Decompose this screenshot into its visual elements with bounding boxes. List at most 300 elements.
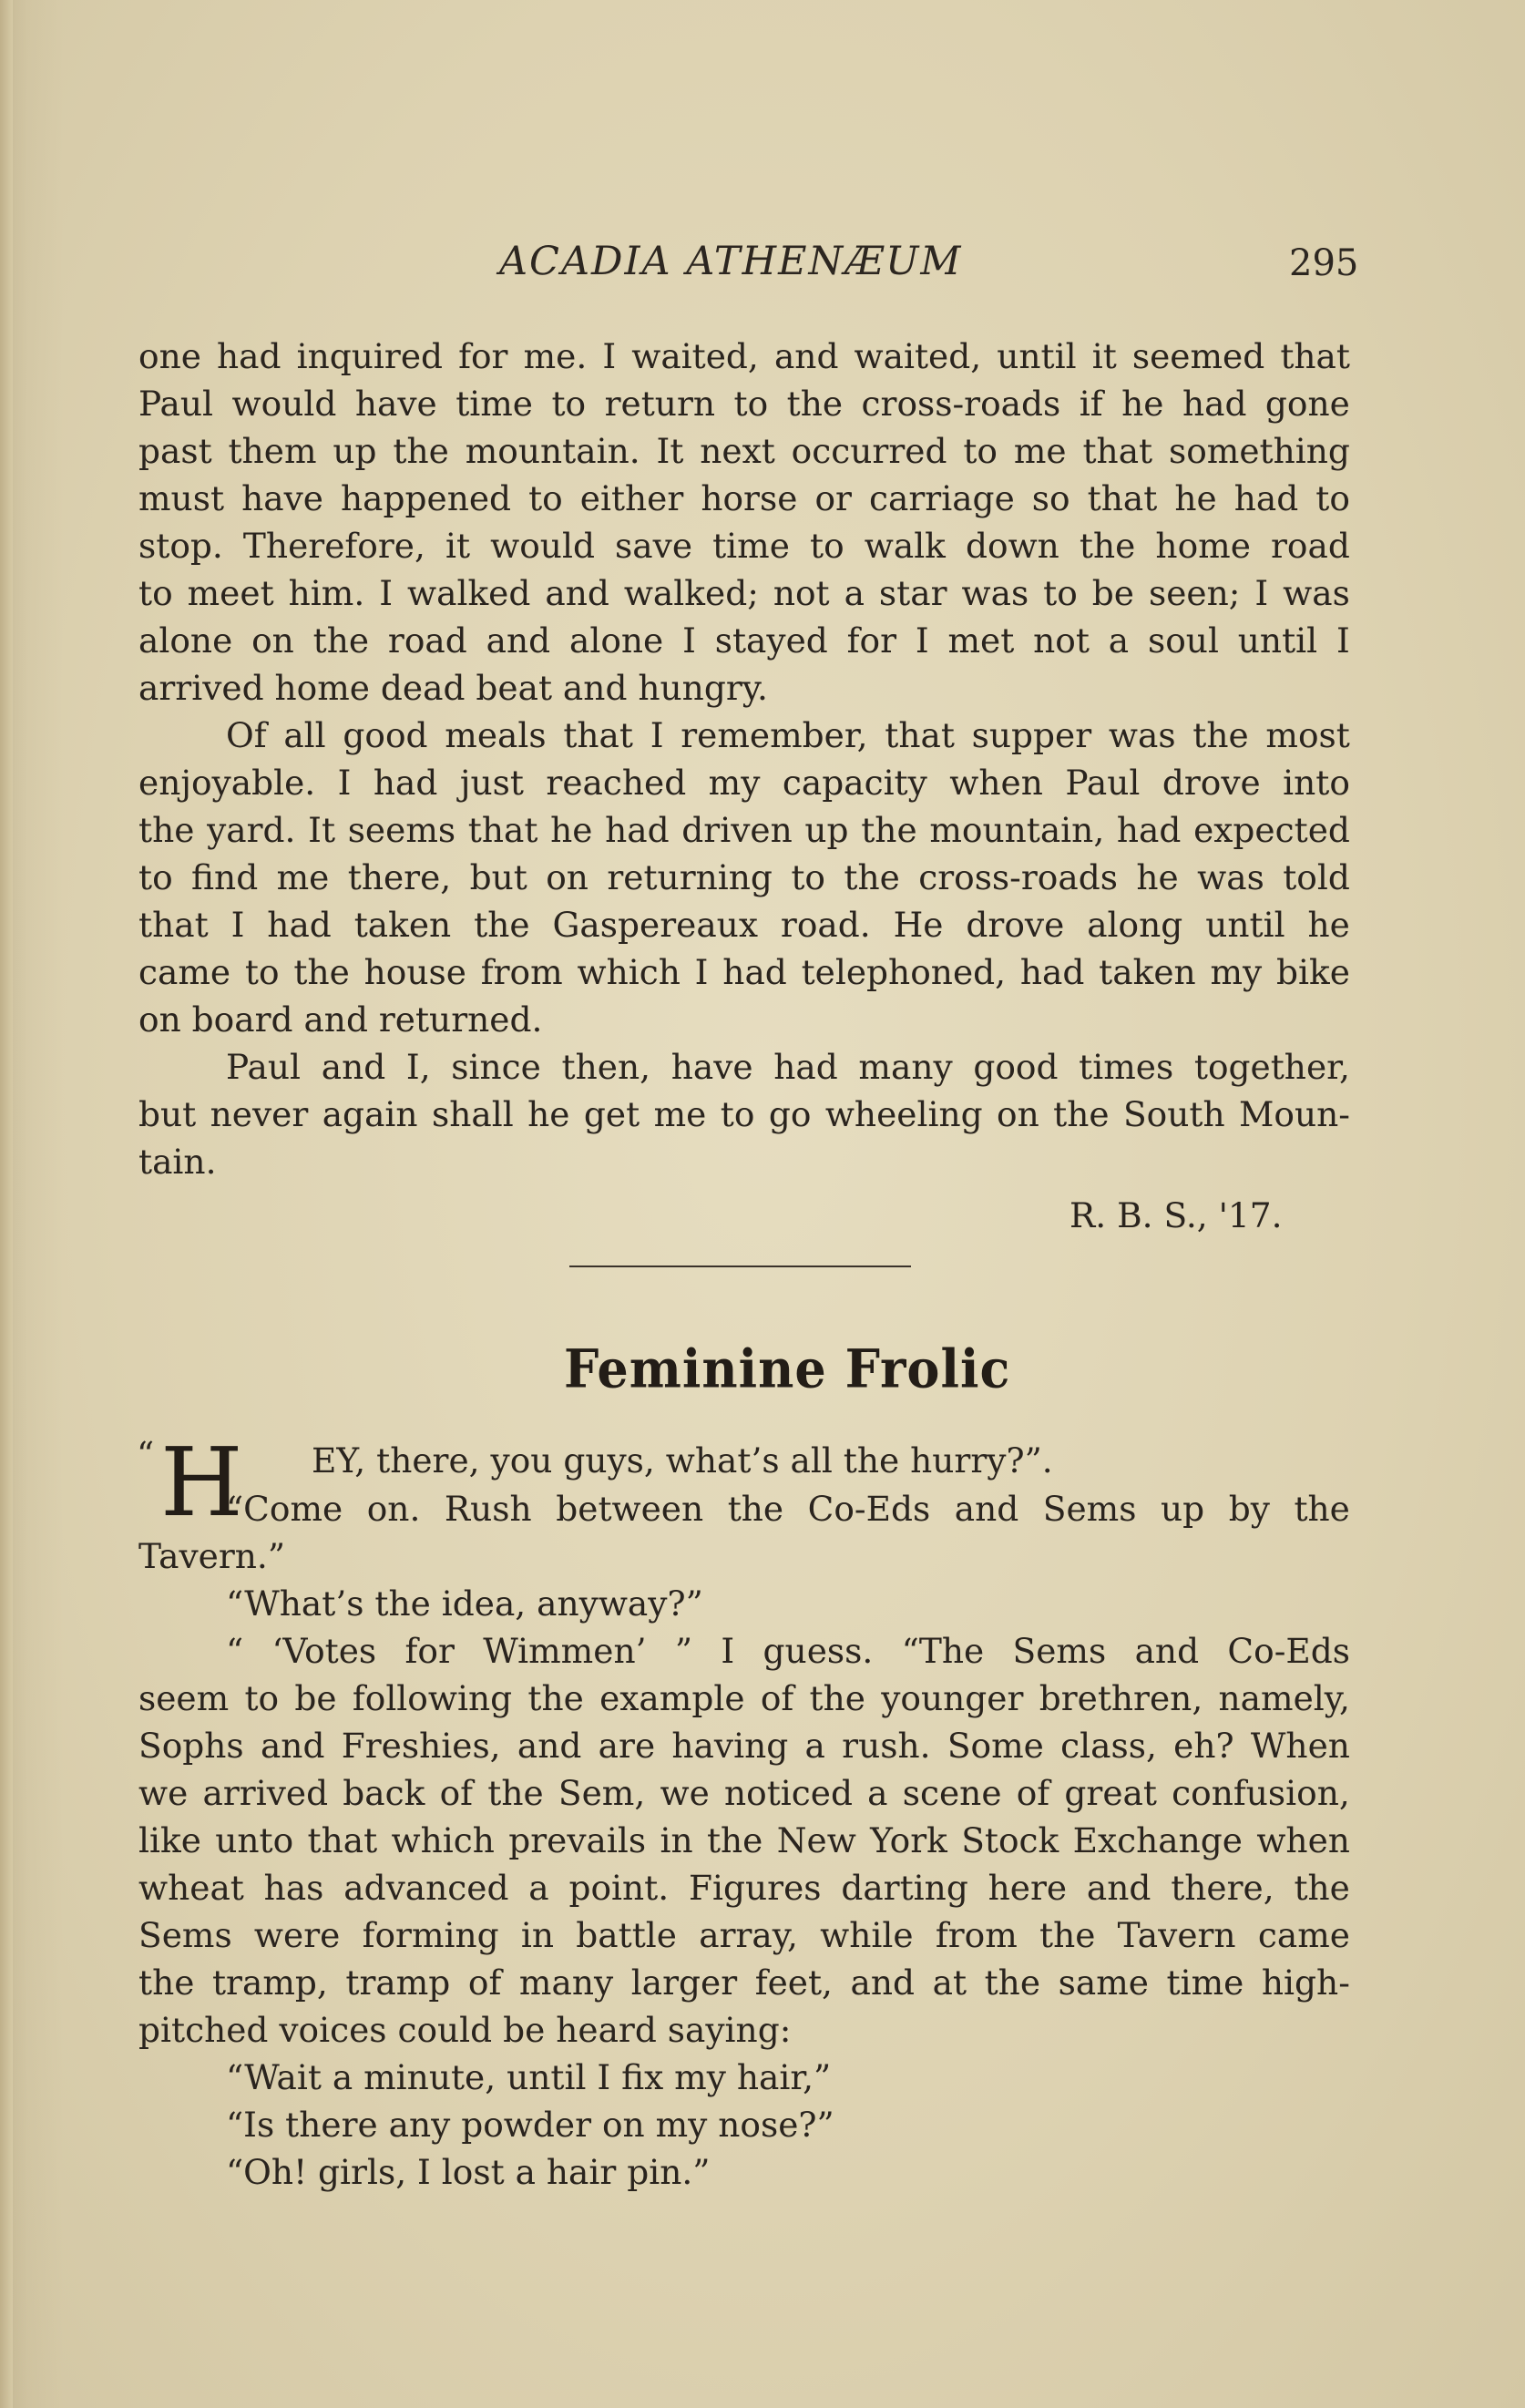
word: the (706, 1820, 763, 1860)
word: bike (1276, 952, 1350, 992)
word: taken (1099, 952, 1196, 992)
text-line (138, 1868, 1350, 1908)
word: to (138, 857, 173, 897)
word: my (708, 763, 761, 803)
word: never (210, 1094, 309, 1134)
word: drove (1162, 763, 1261, 803)
word: be (1091, 573, 1134, 613)
word: had (217, 336, 281, 376)
word: and (850, 1962, 916, 2003)
word: same (1058, 1962, 1149, 2003)
word: down (966, 526, 1059, 566)
word: “ (226, 1631, 244, 1671)
author-signature: R. B. S., '17. (1070, 1195, 1283, 1235)
word: eh? (1173, 1726, 1234, 1766)
text-line (138, 478, 1350, 518)
word: yard. (207, 810, 296, 850)
word: so (1031, 478, 1070, 518)
text-line: tain. (138, 1142, 217, 1182)
word: to (1315, 478, 1350, 518)
word: drove (966, 905, 1065, 945)
word: but (469, 857, 527, 897)
word: Gaspereaux (552, 905, 758, 945)
word: seemed (1131, 336, 1265, 376)
word: Paul (1065, 763, 1141, 803)
word: had (373, 763, 438, 803)
word: I (682, 620, 696, 661)
word: we (660, 1773, 710, 1813)
word: advanced (343, 1868, 509, 1908)
word: to (720, 1094, 755, 1134)
word: save (615, 526, 693, 566)
word: I (915, 620, 929, 661)
word: I (1336, 620, 1350, 661)
word: road (1270, 526, 1350, 566)
word: supper (971, 715, 1092, 755)
word: on (546, 857, 589, 897)
text-line (138, 952, 1350, 992)
word: me (1013, 431, 1067, 471)
word: I (337, 763, 352, 803)
text-line (138, 1773, 1350, 1813)
word: I (1254, 573, 1269, 613)
text-line (226, 1047, 1350, 1087)
word: I (721, 1631, 735, 1671)
word: the (393, 431, 449, 471)
word: that (467, 810, 538, 850)
word: Paul (226, 1047, 302, 1087)
word: horse (701, 478, 798, 518)
word: walked (407, 573, 531, 613)
word: be (294, 1678, 337, 1718)
word: at (932, 1962, 967, 2003)
word: back (343, 1773, 425, 1813)
page-number: 295 (1289, 242, 1359, 284)
word: meals (445, 715, 547, 755)
word: to (244, 952, 280, 992)
word: ‘Votes (271, 1631, 377, 1671)
word: the (527, 1678, 584, 1718)
word: “The (901, 1631, 985, 1671)
word: gone (1264, 384, 1350, 424)
word: forming (362, 1915, 499, 1955)
word: the (138, 810, 195, 850)
word: until (1237, 620, 1318, 661)
word: up (1161, 1489, 1205, 1529)
word: to (791, 857, 825, 897)
word: York (870, 1820, 947, 1860)
word: again (322, 1094, 418, 1134)
word: a (867, 1773, 888, 1813)
text-line (226, 715, 1350, 755)
word: he (1136, 857, 1179, 897)
word: it (1091, 336, 1117, 376)
word: a (528, 1868, 549, 1908)
word: good (343, 715, 428, 755)
text-line (138, 573, 1350, 613)
word: cross-roads (861, 384, 1061, 424)
text-line: pitched voices could be heard saying: (138, 2010, 792, 2050)
drop-cap: H (160, 1427, 243, 1538)
page-gutter-shadow (0, 0, 13, 2408)
word: having (671, 1726, 789, 1766)
word: must (138, 478, 225, 518)
word: walk (864, 526, 946, 566)
word: had (773, 1047, 838, 1087)
word: all (283, 715, 326, 755)
word: to (528, 478, 563, 518)
word: from (935, 1915, 1018, 1955)
text-line (226, 1489, 1350, 1529)
word: good (973, 1047, 1059, 1087)
word: had (722, 952, 787, 992)
word: reached (546, 763, 687, 803)
word: alone (568, 620, 664, 661)
word: mountain, (929, 810, 1105, 850)
word: for (458, 336, 508, 376)
word: many (518, 1962, 614, 2003)
word: prevails (508, 1820, 647, 1860)
word: meet (187, 573, 274, 613)
word: brethren, (1039, 1678, 1203, 1718)
word: scene (902, 1773, 1002, 1813)
text-line (138, 905, 1350, 945)
word: of (439, 1773, 474, 1813)
word: for (846, 620, 897, 661)
word: wheeling (824, 1094, 983, 1134)
word: soul (1147, 620, 1219, 661)
word: stayed (714, 620, 828, 661)
word: get (583, 1094, 640, 1134)
word: that (307, 1820, 378, 1860)
word: came (1257, 1915, 1350, 1955)
word: a (804, 1726, 825, 1766)
word: I (602, 336, 617, 376)
word: noticed (723, 1773, 853, 1813)
text-line: “Is there any powder on my nose?” (226, 2105, 834, 2145)
word: enjoyable. (138, 763, 316, 803)
word: “Come (226, 1489, 343, 1529)
word: was (1283, 573, 1350, 613)
word: of (1016, 1773, 1050, 1813)
word: the (786, 384, 844, 424)
word: home (1155, 526, 1251, 566)
word: have (354, 384, 437, 424)
article-title: Feminine Frolic (564, 1337, 1011, 1400)
word: past (138, 431, 212, 471)
word: Some (947, 1726, 1044, 1766)
word: had (267, 905, 332, 945)
text-line (138, 1094, 1350, 1134)
word: seem (138, 1678, 230, 1718)
word: Paul (138, 384, 214, 424)
word: namely, (1218, 1678, 1350, 1718)
word: stop. (138, 526, 223, 566)
word: rush. (842, 1726, 931, 1766)
word: my (1210, 952, 1263, 992)
word: and (1134, 1631, 1200, 1671)
word: he (1121, 384, 1164, 424)
word: the (312, 620, 370, 661)
word: walked; (623, 573, 759, 613)
word: time (1166, 1962, 1244, 2003)
word: seems (347, 810, 456, 850)
text-line: arrived home dead beat and hungry. (138, 668, 768, 708)
word: and (321, 1047, 386, 1087)
word: he (550, 810, 593, 850)
word: to (810, 526, 844, 566)
word: not (773, 573, 830, 613)
word: He (893, 905, 944, 945)
word: if (1079, 384, 1103, 424)
running-title: ACADIA ATHENÆUM (499, 239, 963, 284)
word: Of (226, 715, 267, 755)
word: the (727, 1489, 784, 1529)
word: to (244, 1678, 280, 1718)
word: point. (568, 1868, 670, 1908)
word: when (949, 763, 1043, 803)
text-line: EY, there, you guys, what’s all the hurry?”. (312, 1440, 1053, 1481)
word: Rush (444, 1489, 532, 1529)
word: Co-Eds (1227, 1631, 1350, 1671)
word: waited, (854, 336, 982, 376)
word: It (656, 431, 684, 471)
word: along (1087, 905, 1183, 945)
word: shall (431, 1094, 514, 1134)
word: between (556, 1489, 704, 1529)
word: and (954, 1489, 1019, 1529)
word: darting (841, 1868, 968, 1908)
word: which (577, 952, 681, 992)
word: most (1265, 715, 1350, 755)
word: he (1307, 905, 1350, 945)
word: class, (1060, 1726, 1157, 1766)
word: a (1108, 620, 1130, 661)
word: next (700, 431, 775, 471)
word: to (138, 573, 173, 613)
word: array, (699, 1915, 798, 1955)
word: the (1294, 1868, 1350, 1908)
word: great (1064, 1773, 1157, 1813)
word: into (1283, 763, 1350, 803)
word: When (1250, 1726, 1350, 1766)
text-line (138, 1678, 1350, 1718)
text-line (138, 810, 1350, 850)
word: many (858, 1047, 953, 1087)
word: told (1283, 857, 1350, 897)
word: I (694, 952, 709, 992)
text-line (138, 857, 1350, 897)
word: seen; (1148, 573, 1241, 613)
text-line (138, 1726, 1350, 1766)
word: just (459, 763, 524, 803)
word: that (138, 905, 209, 945)
word: example (599, 1678, 745, 1718)
word: arrived (202, 1773, 329, 1813)
text-line (138, 336, 1350, 376)
word: that (1087, 478, 1158, 518)
word: was (1197, 857, 1264, 897)
section-divider (569, 1265, 911, 1267)
word: returning (607, 857, 773, 897)
word: the (1079, 526, 1136, 566)
word: the (1192, 715, 1249, 755)
word: alone (138, 620, 233, 661)
word: Exchange (1072, 1820, 1243, 1860)
word: that (1082, 431, 1153, 471)
word: has (263, 1868, 324, 1908)
word: the (474, 905, 530, 945)
word: the (844, 857, 900, 897)
word: times (1079, 1047, 1174, 1087)
text-line (138, 384, 1350, 424)
word: but (138, 1094, 197, 1134)
word: had (1019, 952, 1085, 992)
word: road (387, 620, 467, 661)
word: unto (215, 1820, 294, 1860)
word: he (1174, 478, 1217, 518)
word: was (961, 573, 1029, 613)
word: and (545, 573, 609, 613)
word: remember, (681, 715, 868, 755)
word: and (260, 1726, 325, 1766)
word: I (230, 905, 245, 945)
word: me (276, 857, 330, 897)
word: had (1182, 384, 1247, 424)
word: the (809, 1678, 865, 1718)
word: the (1294, 1489, 1350, 1529)
word: me. (523, 336, 588, 376)
word: had (1116, 810, 1182, 850)
word: high- (1261, 1962, 1350, 2003)
word: he (527, 1094, 570, 1134)
word: here (988, 1868, 1068, 1908)
word: telephoned, (801, 952, 1007, 992)
word: waited, (631, 336, 759, 376)
word: following (352, 1678, 513, 1718)
word: until (997, 336, 1077, 376)
word: like (138, 1820, 201, 1860)
word: not (1033, 620, 1090, 661)
word: New (776, 1820, 856, 1860)
word: South (1122, 1094, 1225, 1134)
word: on (251, 620, 294, 661)
word: were (253, 1915, 341, 1955)
word: then, (561, 1047, 651, 1087)
word: them (228, 431, 317, 471)
text-line (138, 526, 1350, 566)
word: wheat (138, 1868, 244, 1908)
word: there, (347, 857, 452, 897)
word: something (1168, 431, 1350, 471)
word: Sem, (558, 1773, 646, 1813)
word: tramp, (211, 1962, 328, 2003)
word: driven (681, 810, 793, 850)
word: would (490, 526, 595, 566)
text-line (138, 431, 1350, 471)
word: the (138, 1962, 195, 2003)
text-line: on board and returned. (138, 999, 543, 1040)
word: happened (340, 478, 512, 518)
word: Freshies, (341, 1726, 501, 1766)
word: ” (674, 1631, 693, 1671)
word: and (486, 620, 551, 661)
word: met (947, 620, 1015, 661)
text-line: “What’s the idea, anyway?” (226, 1583, 703, 1624)
word: or (814, 478, 852, 518)
word: on. (366, 1489, 421, 1529)
text-line: Tavern.” (138, 1536, 286, 1576)
word: and (1086, 1868, 1151, 1908)
word: guess. (762, 1631, 874, 1671)
word: that (885, 715, 955, 755)
word: up (333, 431, 377, 471)
word: It (308, 810, 336, 850)
word: we (138, 1773, 189, 1813)
word: for (404, 1631, 455, 1671)
text-line: “Wait a minute, until I fix my hair,” (226, 2057, 832, 2097)
word: since (451, 1047, 541, 1087)
word: a (844, 573, 865, 613)
word: I (650, 715, 664, 755)
word: road. (780, 905, 871, 945)
word: cross-roads (918, 857, 1118, 897)
word: Sems (138, 1915, 232, 1955)
word: the (293, 952, 350, 992)
word: which (391, 1820, 495, 1860)
word: to (733, 384, 769, 424)
word: Stock (961, 1820, 1059, 1860)
word: by (1228, 1489, 1270, 1529)
word: have (670, 1047, 753, 1087)
word: Tavern (1117, 1915, 1236, 1955)
word: me (653, 1094, 707, 1134)
word: taken (353, 905, 452, 945)
word: and (773, 336, 839, 376)
word: Wimmen’ (483, 1631, 647, 1671)
word: house (363, 952, 466, 992)
word: Figures (688, 1868, 822, 1908)
word: of (760, 1678, 794, 1718)
word: are (598, 1726, 656, 1766)
word: would (231, 384, 337, 424)
word: to (551, 384, 587, 424)
word: the (861, 810, 917, 850)
word: younger (881, 1678, 1024, 1718)
word: that (1280, 336, 1350, 376)
text-line (138, 1962, 1350, 2003)
word: either (579, 478, 684, 518)
word: one (138, 336, 201, 376)
word: in (520, 1915, 555, 1955)
word: it (445, 526, 471, 566)
opening-quote: “ (137, 1434, 155, 1474)
word: of (467, 1962, 502, 2003)
word: expected (1193, 810, 1350, 850)
word: him. (288, 573, 365, 613)
word: carriage (869, 478, 1015, 518)
word: larger (630, 1962, 738, 2003)
word: time (712, 526, 790, 566)
word: when (1256, 1820, 1350, 1860)
word: that (563, 715, 633, 755)
text-line: “Oh! girls, I lost a hair pin.” (226, 2152, 711, 2192)
text-line (138, 1915, 1350, 1955)
word: there, (1171, 1868, 1274, 1908)
word: feet, (754, 1962, 833, 2003)
word: from (480, 952, 563, 992)
word: battle (576, 1915, 677, 1955)
